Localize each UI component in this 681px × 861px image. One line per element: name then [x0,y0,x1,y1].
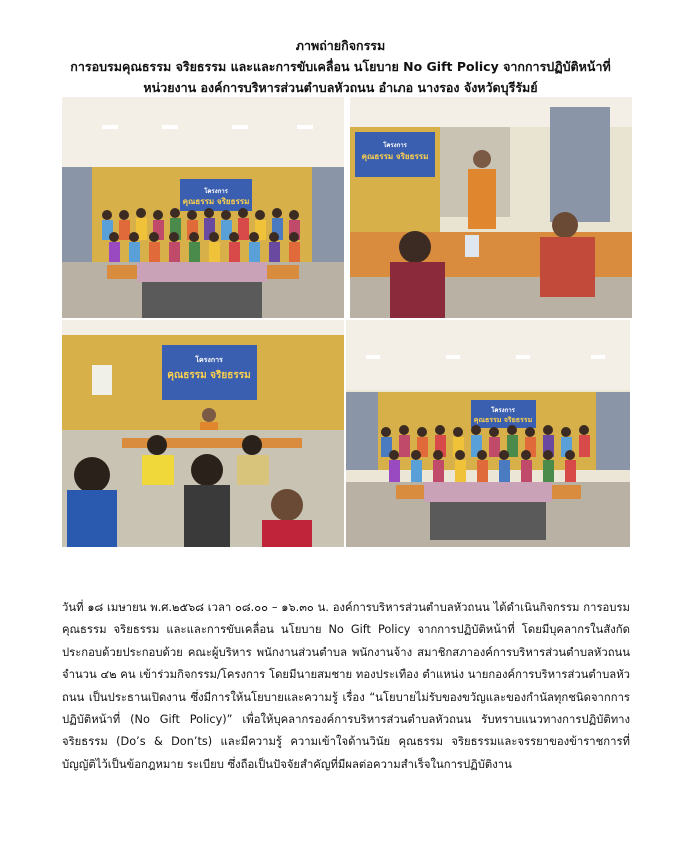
banner-title: คุณธรรม จริยธรรม [167,370,251,381]
banner-subtitle: โครงการ [195,356,223,364]
activity-photo-group-1 [62,97,344,318]
banner-title: คุณธรรม จริยธรรม [361,152,429,161]
banner-subtitle: โครงการ [491,407,515,414]
activity-photo-lecture-2 [62,320,344,547]
activity-photo-group-2 [346,320,630,547]
banner-title: คุณธรรม จริยธรรม [473,416,533,424]
activity-photo-lecture-1 [350,97,632,318]
banner-title: คุณธรรม จริยธรรม [182,197,250,206]
organization-line: หน่วยงาน องค์การบริหารส่วนตำบลหัวถนน อำเภอ นางรอง จังหวัดบุรีรัมย์ [143,80,538,95]
page-heading: ภาพถ่ายกิจกรรม [295,38,386,53]
banner-subtitle: โครงการ [204,188,228,195]
activity-title: การอบรมคุณธรรม จริยธรรม และและการขับเคลื่อน นโยบาย No Gift Policy จากการปฏิบัติหน้าที่ [70,59,611,74]
banner-subtitle: โครงการ [383,142,407,149]
activity-description: วันที่ ๑๘ เมษายน พ.ศ.๒๕๖๘ เวลา ๐๘.๐๐ – ๑๖.๓๐ น. องค์การบริหารส่วนตำบลหัวถนน ได้ดำเนินกิจกรรม การอบรมคุณธรรม จริยธรรม และและการขับเคลื่อน นโยบาย No Gift Policy จากการปฏิบัติหน้าที่ โดยมีบุคลากรในสังกัดประกอบด้วยประกอบด้วย คณะผู้บริหาร พนักงานส่วนตำบล พนักงานจ้าง สมาชิกสภาองค์การบริหารส่วนตำบลหัวถนน จำนวน ๔๒ คน เข้าร่วมกิจกรรม/โครงการ โดยมีนายสมชาย ทองประเทือง ตำแหน่ง นายกองค์การบริหารส่วนตำบลหัวถนน เป็นประธานเปิดงาน ซึ่งมีการให้นโยบายและความรู้ เรื่อง “นโยบายไม่รับของขวัญและของกำนัลทุกชนิดจากการปฏิบัติหน้าที่ (No Gift Policy)” เพื่อให้บุคลากรองค์การบริหารส่วนตำบลหัวถนน รับทราบแนวทางการปฏิบัติทางจริยธรรม (Do’s & Don’ts) และมีความรู้ ความเข้าใจด้านวินัย คุณธรรม จริยธรรมและจรรยาของข้าราชการที่บัญญัติไว้เป็นข้อกฎหมาย ระเบียบ ซึ่งถือเป็นปัจจัยสำคัญที่มีผลต่อความสำเร็จในการปฏิบัติงาน [62,601,630,771]
